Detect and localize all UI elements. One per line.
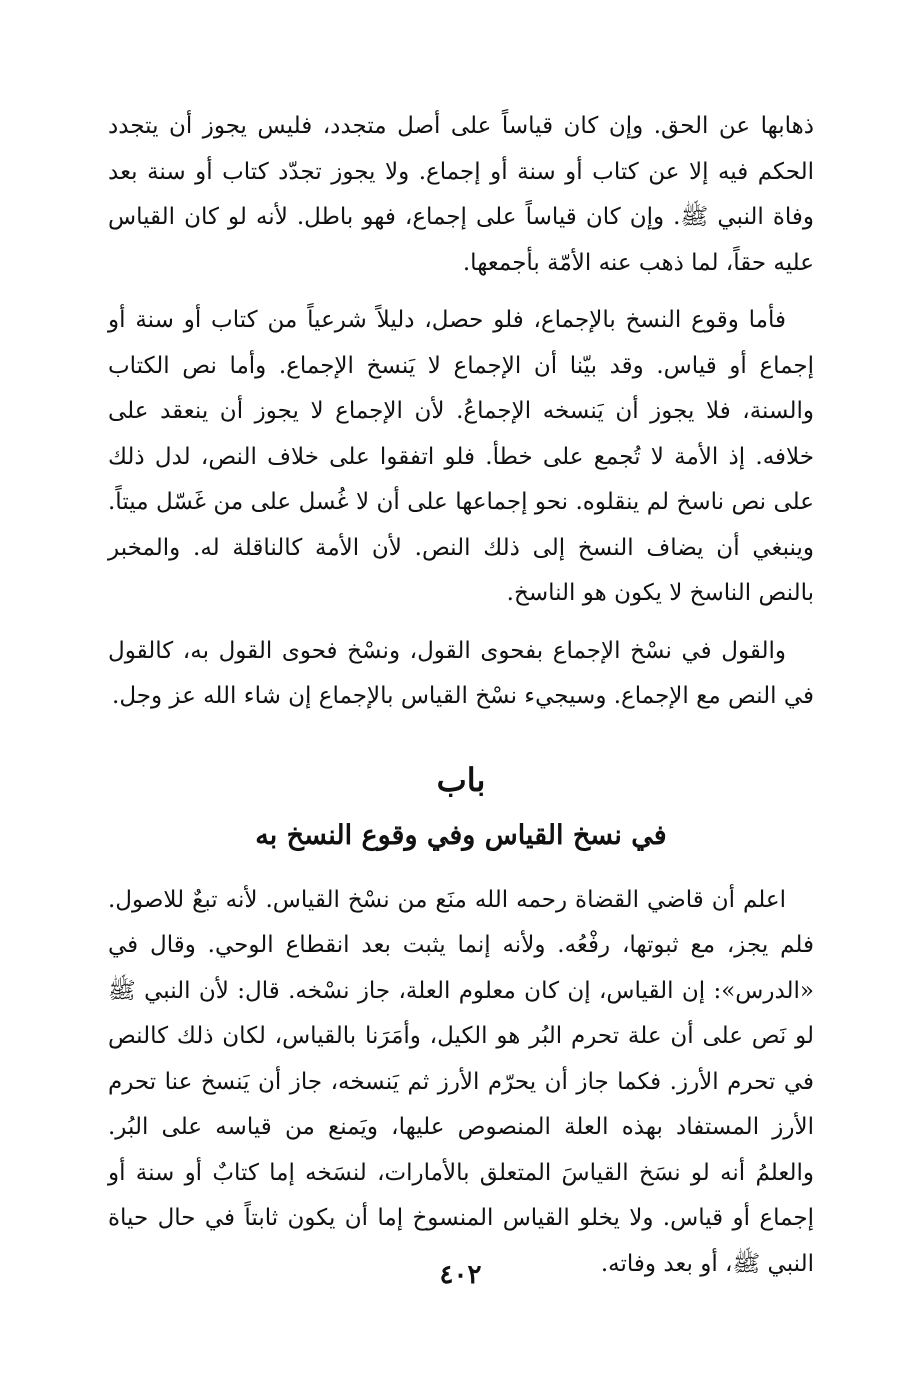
page-number: ٤٠٢: [439, 1260, 482, 1290]
chapter-title: باب: [436, 760, 486, 799]
paragraph-4: اعلم أن قاضي القضاة رحمه الله منَع من نسْخ القياس. لأنه تبعٌ للاصول. فلم يجز، مع ثبوتها، رفْعُه. ولأنه إنما يثبت بعد انقطاع الوحي. وقال في «الدرس»: إن القياس، إن كان معلوم العلة، جاز نسْخه. قال: لأن النبي ﷺ لو نَص على أن علة تحرم البُر هو الكيل، وأمَرَنا بالقياس، لكان ذلك كالنص في تحرم الأرز. فكما جاز أن يحرّم الأرز ثم يَنسخه، جاز أن يَنسخ عنا تحرم الأرز المستفاد بهذه العلة المنصوص عليها، ويَمنع من قياسه على البُر. والعلمُ أنه لو نسَخ القياسَ المتعلق بالأمارات، لنسَخه إما كتابٌ أو سنة أو إجماع أو قياس. ولا يخلو القياس المنسوخ إما أن يكون ثابتاً في حال حياة النبي ﷺ، أو بعد وفاته.: [108, 886, 814, 1277]
chapter-subtitle: في نسخ القياس وفي وقوع النسخ به: [255, 819, 667, 851]
paragraph-3: والقول في نسْخ الإجماع بفحوى القول، ونسْخ فحوى القول به، كالقول في النص مع الإجماع. وسيجيء نسْخ القياس بالإجماع إن شاء الله عز وجل.: [108, 637, 814, 709]
page-body: [108, 104, 814, 1287]
paragraph-1: ذهابها عن الحق. وإن كان قياساً على أصل متجدد، فليس يجوز أن يتجدد الحكم فيه إلا عن كتاب أو سنة أو إجماع. ولا يجوز تجدّد كتاب أو سنة بعد وفاة النبي ﷺ. وإن كان قياساً على إجماع، فهو باطل. لأنه لو كان القياس عليه حقاً، لما ذهب عنه الأمّة بأجمعها.: [108, 113, 814, 276]
paragraph-2: فأما وقوع النسخ بالإجماع، فلو حصل، دليلاً شرعياً من كتاب أو سنة أو إجماع أو قياس. وقد بيّنا أن الإجماع لا يَنسخ الإجماع. وأما نص الكتاب والسنة، فلا يجوز أن يَنسخه الإجماعُ. لأن الإجماع لا يجوز أن ينعقد على خلافه. إذ الأمة لا تُجمع على خطأ. فلو اتفقوا على خلاف النص، لدل ذلك على نص ناسخ لم ينقلوه. نحو إجماعها على أن لا غُسل على من غَسّل ميتاً. وينبغي أن يضاف النسخ إلى ذلك النص. لأن الأمة كالناقلة له. والمخبر بالنص الناسخ لا يكون هو الناسخ.: [108, 307, 814, 606]
